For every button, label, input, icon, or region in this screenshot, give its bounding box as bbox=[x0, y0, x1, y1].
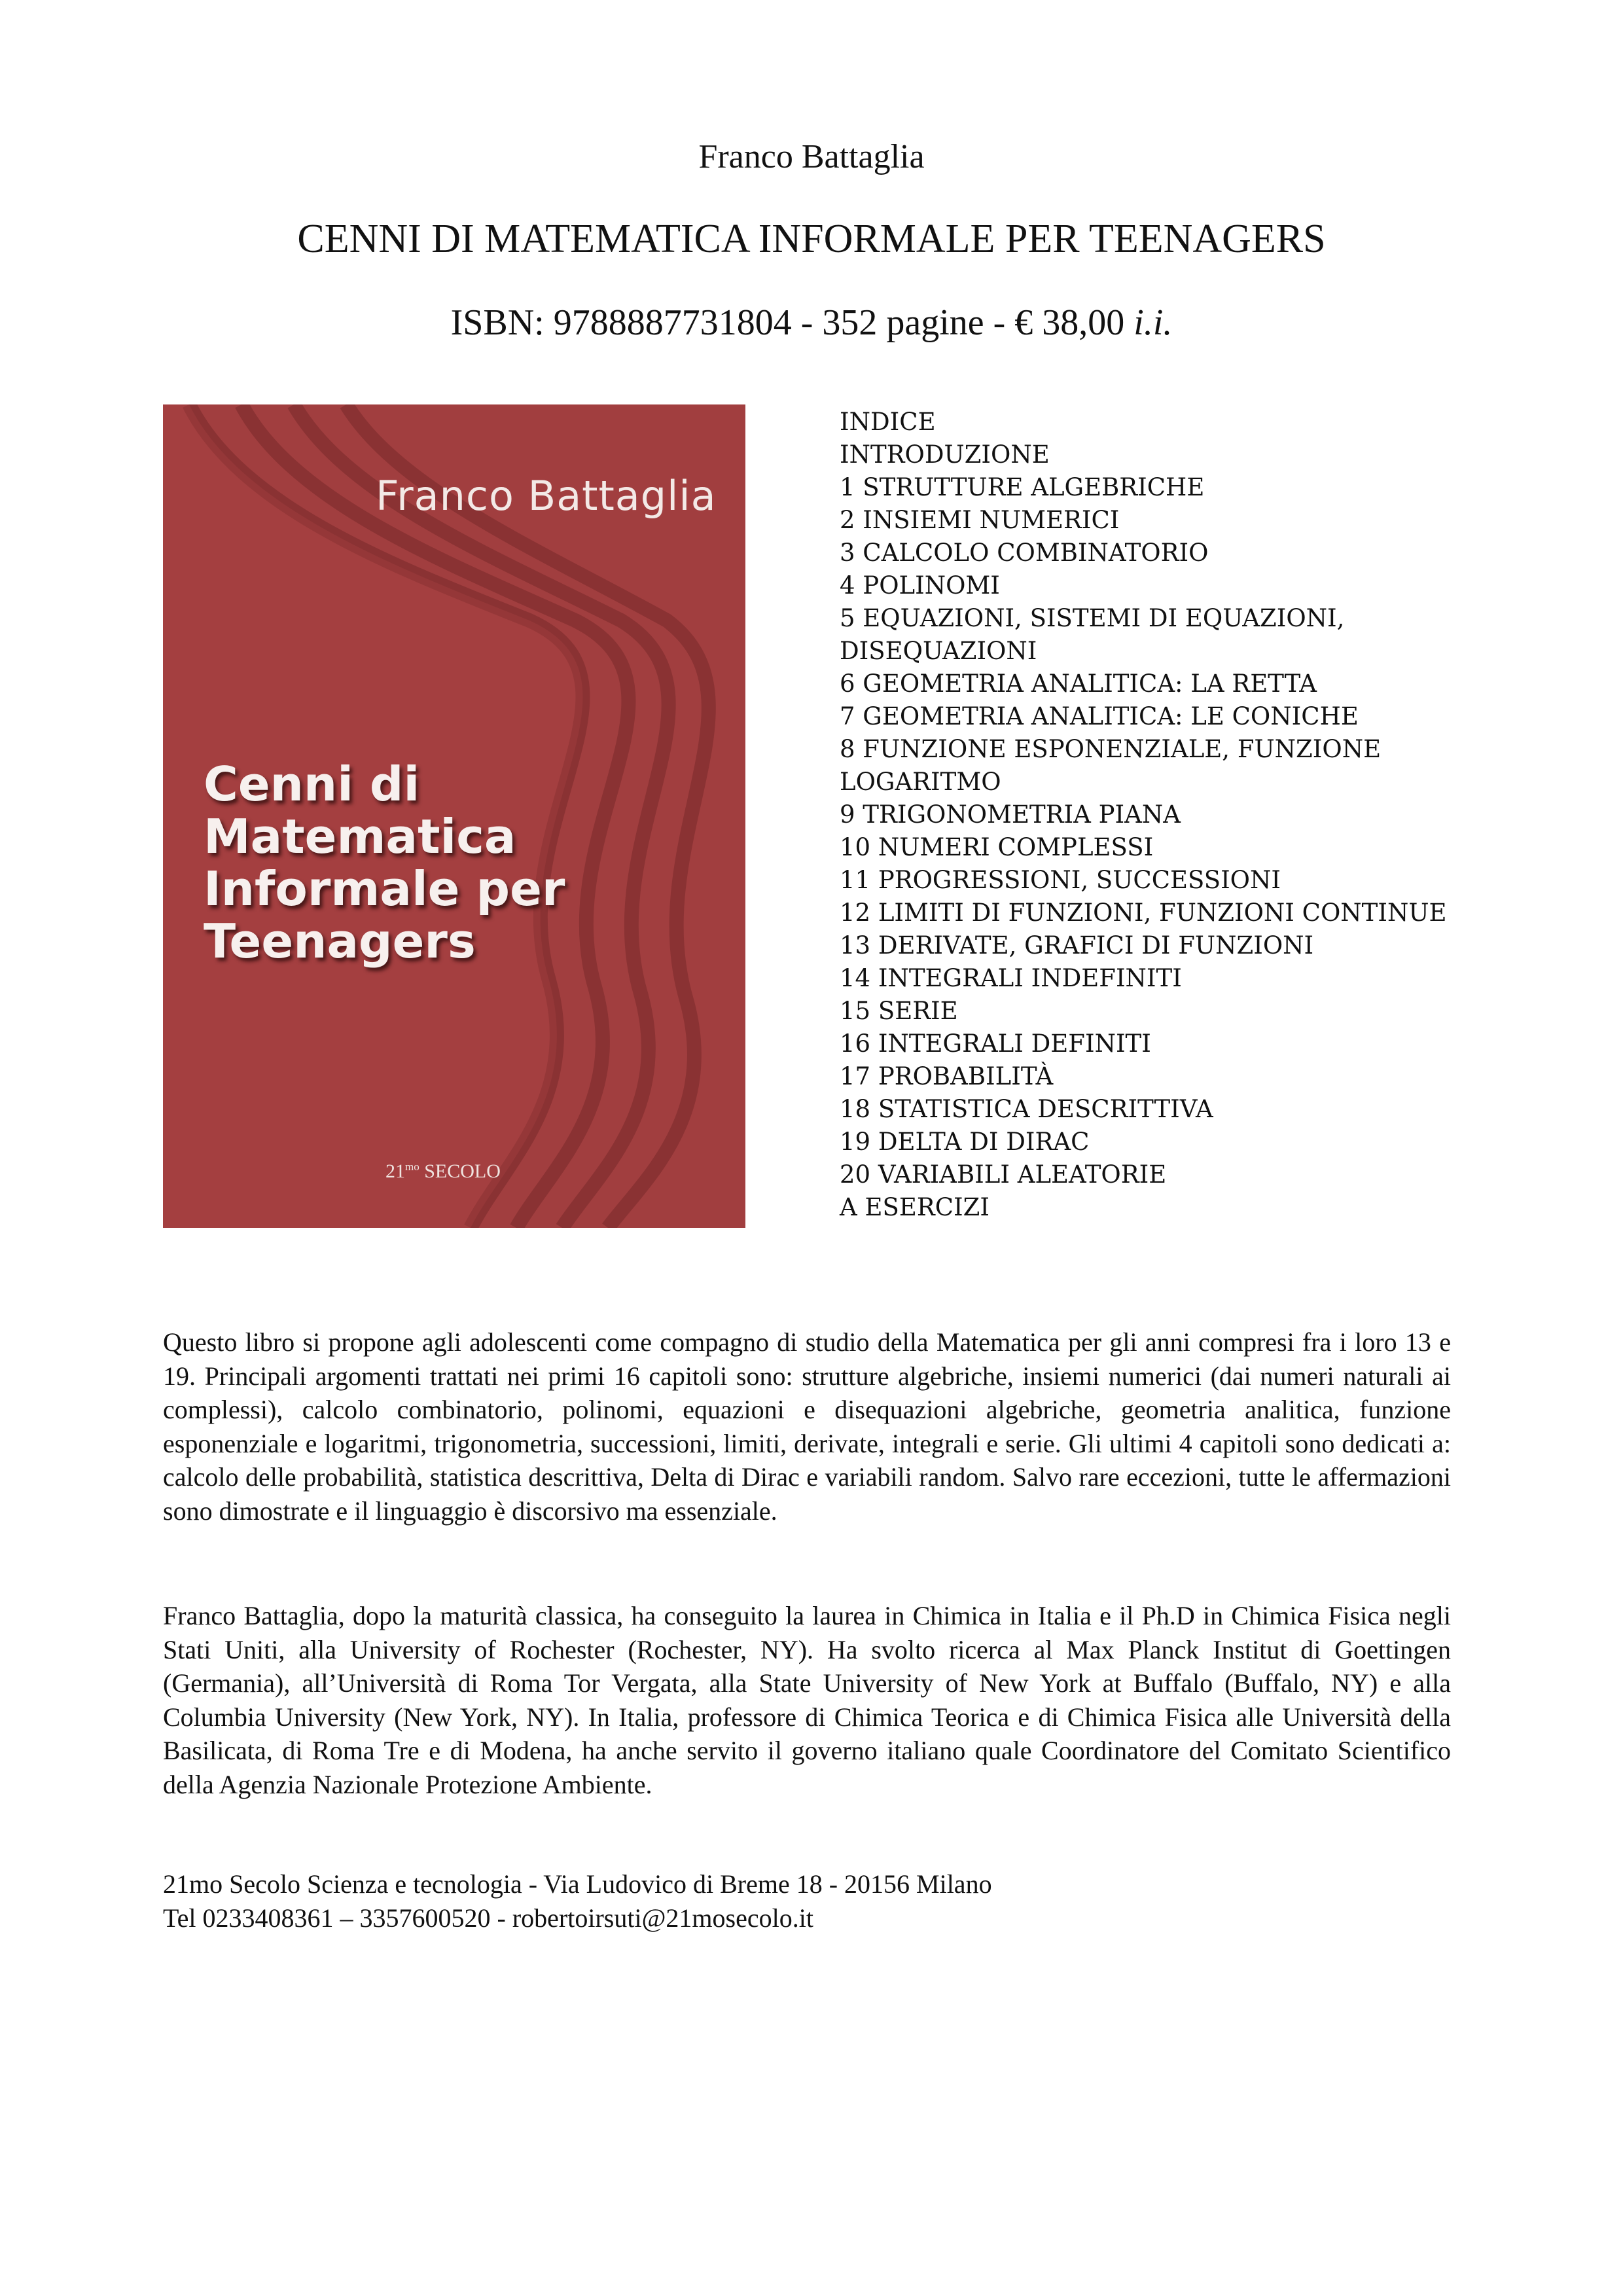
toc-item: LOGARITMO bbox=[840, 768, 1001, 796]
toc-item: 8 FUNZIONE ESPONENZIALE, FUNZIONE bbox=[840, 735, 1382, 763]
price-note: i.i. bbox=[1133, 302, 1173, 343]
book-description: Questo libro si propone agli adolescenti come compagno di studio della Matematica per gli anni compresi fra i loro 13 e 19. Principali argomenti trattati nei primi 16 capitoli sono: strutture algebriche, insiemi numerici (dai numeri naturali ai complessi), calcolo combinatorio, polinomi, equazioni e disequazioni algebriche, geometria analitica, funzione esponenziale e logaritmi, trigonometria, successioni, limiti, derivate, integrali e serie. Gli ultimi 4 capitoli sono dedicati a: calcolo delle probabilità, statistica descrittiva, Delta di Dirac e variabili random. Salvo rare eccezioni, tutte le affermazioni sono dimostrate e il linguaggio è discorsivo ma essenziale. bbox=[163, 1327, 1451, 1526]
toc-item: 17 PROBABILITÀ bbox=[840, 1062, 1054, 1090]
toc-item: 6 GEOMETRIA ANALITICA: LA RETTA bbox=[840, 670, 1317, 698]
toc-item: 18 STATISTICA DESCRITTIVA bbox=[840, 1095, 1213, 1123]
toc-item: 3 CALCOLO COMBINATORIO bbox=[840, 539, 1209, 567]
toc-item: 16 INTEGRALI DEFINITI bbox=[840, 1030, 1151, 1058]
cover-title-line: Cenni di bbox=[204, 757, 420, 812]
toc-item: INTRODUZIONE bbox=[840, 440, 1050, 469]
book-cover bbox=[163, 404, 745, 1228]
cover-publisher bbox=[385, 1160, 501, 1183]
isbn-text: ISBN: 9788887731804 - 352 pagine - € 38,00 bbox=[450, 302, 1134, 343]
toc-item: 14 INTEGRALI INDEFINITI bbox=[840, 964, 1182, 992]
toc-item: 11 PROGRESSIONI, SUCCESSIONI bbox=[840, 866, 1281, 894]
toc-heading: INDICE bbox=[840, 408, 936, 436]
toc-item: 5 EQUAZIONI, SISTEMI DI EQUAZIONI, bbox=[840, 604, 1345, 632]
toc-item: 10 NUMERI COMPLESSI bbox=[840, 833, 1154, 861]
cover-title bbox=[204, 758, 740, 967]
document-title: CENNI DI MATEMATICA INFORMALE PER TEENAGERS bbox=[297, 217, 1326, 261]
cover-publisher-sup: mo bbox=[405, 1160, 419, 1173]
cover-title-line: Matematica bbox=[204, 809, 516, 864]
toc-item: 20 VARIABILI ALEATORIE bbox=[840, 1160, 1167, 1189]
toc-item: 12 LIMITI DI FUNZIONI, FUNZIONI CONTINUE bbox=[840, 899, 1447, 927]
publisher-contacts: Tel 0233408361 – 3357600520 - robertoirsuti@21mosecolo.it bbox=[163, 1903, 813, 1933]
document-author: Franco Battaglia bbox=[698, 138, 925, 175]
toc-item: 19 DELTA DI DIRAC bbox=[840, 1128, 1090, 1156]
toc-item: A ESERCIZI bbox=[840, 1193, 990, 1221]
publisher-footer bbox=[163, 1867, 1451, 1935]
toc-item: 2 INSIEMI NUMERICI bbox=[840, 506, 1120, 534]
isbn-line bbox=[0, 298, 1623, 348]
publisher-address: 21mo Secolo Scienza e tecnologia - Via Ludovico di Breme 18 - 20156 Milano bbox=[163, 1869, 992, 1899]
cover-title-line: Informale per bbox=[204, 861, 565, 916]
toc-item: 15 SERIE bbox=[840, 997, 958, 1025]
toc-item: 4 POLINOMI bbox=[840, 571, 1000, 600]
cover-title-line: Teenagers bbox=[204, 914, 476, 969]
cover-publisher-prefix: 21 bbox=[385, 1160, 405, 1182]
table-of-contents bbox=[840, 406, 1573, 1224]
toc-item: 7 GEOMETRIA ANALITICA: LE CONICHE bbox=[840, 702, 1359, 730]
cover-publisher-rest: SECOLO bbox=[419, 1160, 501, 1182]
toc-item: 13 DERIVATE, GRAFICI DI FUNZIONI bbox=[840, 931, 1314, 960]
toc-item: 9 TRIGONOMETRIA PIANA bbox=[840, 800, 1181, 829]
toc-item: DISEQUAZIONI bbox=[840, 637, 1037, 665]
toc-item: 1 STRUTTURE ALGEBRICHE bbox=[840, 473, 1205, 501]
author-bio: Franco Battaglia, dopo la maturità classica, ha conseguito la laurea in Chimica in Italia e il Ph.D in Chimica Fisica negli Stati Uniti, alla University of Rochester (Rochester, NY). Ha svolto ricerca al Max Planck Institut di Goettingen (Germania), all’Università di Roma Tor Vergata, alla State University of New York at Buffalo (Buffalo, NY) e alla Columbia University (New York, NY). In Italia, professore di Chimica Teorica e di Chimica Fisica alle Università della Basilicata, di Roma Tre e di Modena, ha anche servito il governo italiano quale Coordinatore del Comitato Scientifico della Agenzia Nazionale Protezione Ambiente. bbox=[163, 1601, 1451, 1799]
cover-author: Franco Battaglia bbox=[376, 472, 717, 520]
